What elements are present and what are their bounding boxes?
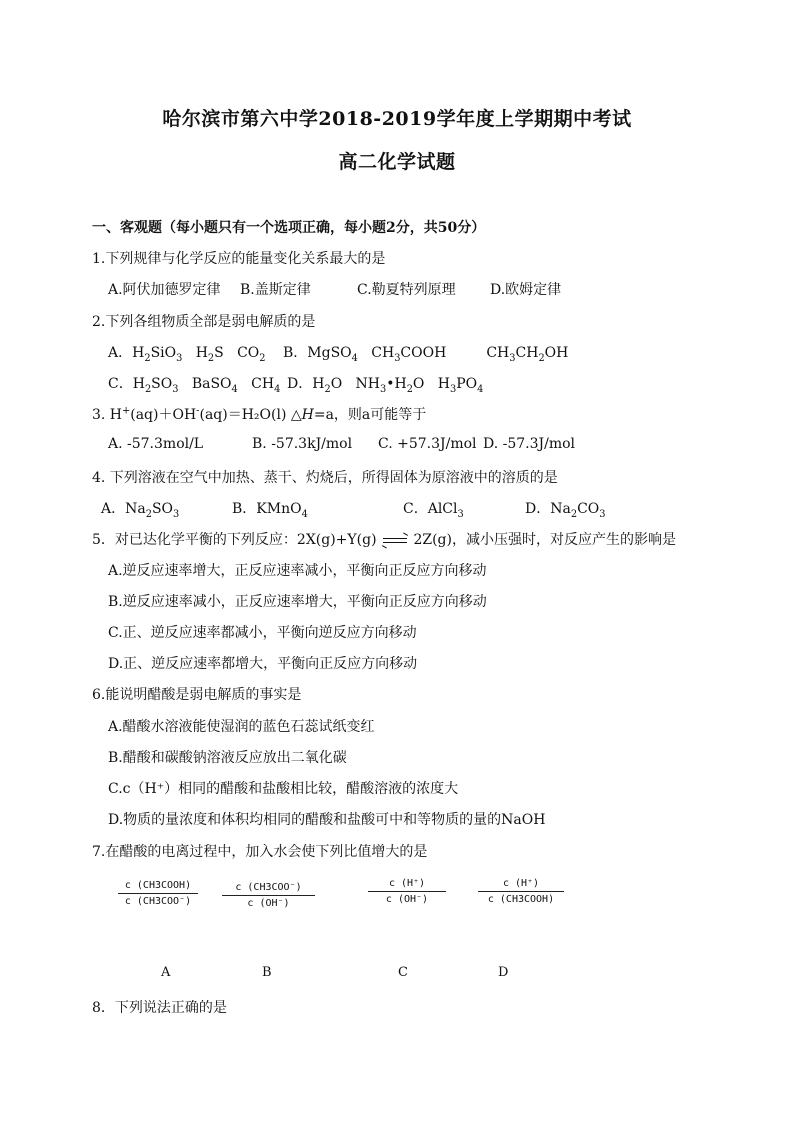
question-5-option-d: D.正、逆反应速率都增大，平衡向正反应方向移动 — [108, 656, 418, 672]
question-6-option-b: B.醋酸和碳酸钠溶液反应放出二氧化碳 — [108, 750, 347, 766]
question-1-option-d: D.欧姆定律 — [490, 282, 562, 298]
question-2-option-b: B．MgSO$_4$ $CH_3COOH$ $CH_3CH_2OH$ — [283, 345, 569, 364]
question-4-option-a: A．$Na_2SO_3$ — [101, 501, 180, 520]
question-7-label-c: C — [398, 965, 408, 980]
question-4-option-b: B．KMnO$_4$ — [232, 501, 308, 520]
fraction-c: c (H⁺) c (OH⁻) — [368, 878, 446, 905]
section-heading: 一、客观题（每小题只有一个选项正确，每小题2分，共50分） — [92, 220, 486, 236]
question-1-option-a: A.阿伏加德罗定律 — [108, 282, 221, 298]
equilibrium-arrow-icon — [381, 535, 409, 545]
question-8-stem: 8．下列说法正确的是 — [92, 1000, 227, 1016]
question-3-option-b: B. -57.3kJ/mol — [252, 436, 353, 452]
page-title: 哈尔滨市第六中学2018-2019学年度上学期期中考试 — [162, 108, 632, 130]
question-2-option-a: A．$H_2SiO_3$ $H_2S$ $CO_2$ — [108, 345, 266, 364]
question-7-label-d: D — [498, 965, 509, 980]
question-6-option-c: C.c（H⁺）相同的醋酸和盐酸相比较，醋酸溶液的浓度大 — [108, 781, 459, 797]
question-5-stem: 5．对已达化学平衡的下列反应：2X(g)+Y(g) 2Z(g)，减小压强时，对反应产生的影响是 — [92, 532, 676, 548]
question-4-stem: 4. 下列溶液在空气中加热、蒸干、灼烧后，所得固体为原溶液中的溶质的是 — [92, 470, 558, 486]
question-6-option-d: D.物质的量浓度和体积均相同的醋酸和盐酸可中和等物质的量的NaOH — [108, 812, 546, 828]
question-3-option-a: A. -57.3mol/L — [108, 436, 204, 452]
question-1-option-c: C.勒夏特列原理 — [357, 282, 456, 298]
question-2-option-c: C．$H_2SO_3$ BaSO$_4$ $CH_4$ — [108, 376, 281, 395]
page-subtitle: 高二化学试题 — [338, 151, 456, 173]
question-7-label-a: A — [161, 965, 171, 980]
question-3-option-c: C. +57.3J/mol — [378, 436, 477, 452]
fraction-d: c (H⁺) c (CH3COOH) — [478, 878, 564, 905]
question-5-option-a: A.逆反应速率增大，正反应速率减小，平衡向正反应方向移动 — [108, 563, 487, 579]
question-4-option-d: D．$Na_2CO_3$ — [525, 501, 606, 520]
question-7-label-b: B — [262, 965, 272, 980]
question-5-option-b: B.逆反应速率减小，正反应速率增大，平衡向正反应方向移动 — [108, 594, 487, 610]
fraction-a: c (CH3COOH) c (CH3COO⁻) — [118, 880, 198, 907]
question-7-stem: 7.在醋酸的电离过程中，加入水会使下列比值增大的是 — [92, 844, 428, 860]
question-1-option-b: B.盖斯定律 — [240, 282, 311, 298]
question-3-stem: 3. H+(aq)＋OH-(aq)＝H₂O(l) △H=a，则a可能等于 — [92, 405, 427, 423]
question-4-option-c: C．AlCl$_3$ — [403, 501, 464, 520]
question-1-stem: 1.下列规律与化学反应的能量变化关系最大的是 — [92, 251, 386, 267]
question-2-option-d: D．$H_2O$ $NH_3•H_2O$ $H_3PO_4$ — [287, 376, 484, 395]
fraction-b: c (CH3COO⁻) c (OH⁻) — [222, 882, 315, 909]
question-6-option-a: A.醋酸水溶液能使湿润的蓝色石蕊试纸变红 — [108, 719, 375, 735]
question-5-option-c: C.正、逆反应速率都减小，平衡向逆反应方向移动 — [108, 625, 417, 641]
question-3-option-d: D. -57.3J/mol — [483, 436, 576, 452]
question-6-stem: 6.能说明醋酸是弱电解质的事实是 — [92, 687, 302, 703]
question-2-stem: 2.下列各组物质全部是弱电解质的是 — [92, 314, 316, 330]
